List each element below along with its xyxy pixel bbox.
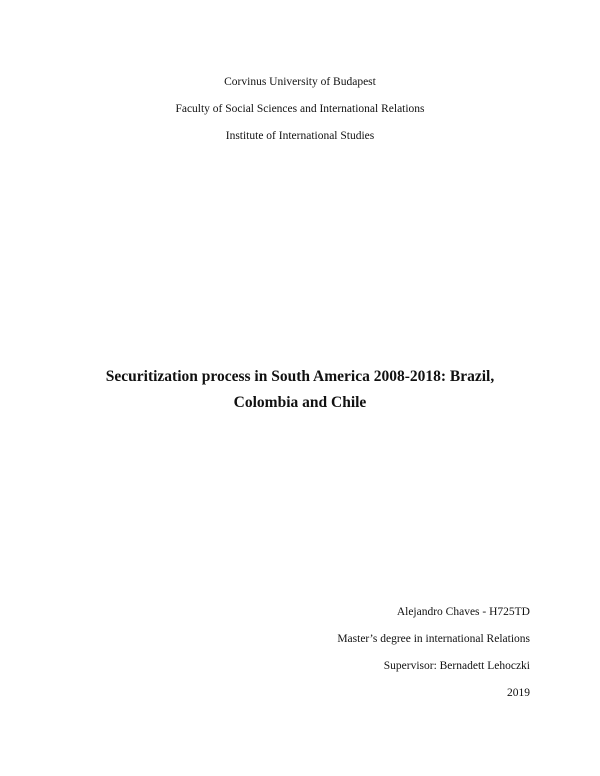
thesis-title-line-1: Securitization process in South America 2008-2018: Brazil, bbox=[105, 368, 495, 385]
thesis-title bbox=[60, 364, 540, 416]
thesis-title-line-2: Colombia and Chile bbox=[233, 394, 367, 411]
institute-name: Institute of International Studies bbox=[225, 130, 375, 142]
author-name: Alejandro Chaves - H725TD bbox=[396, 606, 530, 618]
supervisor-name: Supervisor: Bernadett Lehoczki bbox=[383, 660, 530, 672]
university-name: Corvinus University of Budapest bbox=[224, 76, 376, 88]
faculty-name: Faculty of Social Sciences and International Relations bbox=[175, 103, 425, 115]
author-info bbox=[130, 604, 530, 712]
submission-year: 2019 bbox=[507, 687, 530, 699]
degree-name: Master’s degree in international Relations bbox=[337, 633, 530, 645]
institution-header bbox=[0, 74, 600, 155]
